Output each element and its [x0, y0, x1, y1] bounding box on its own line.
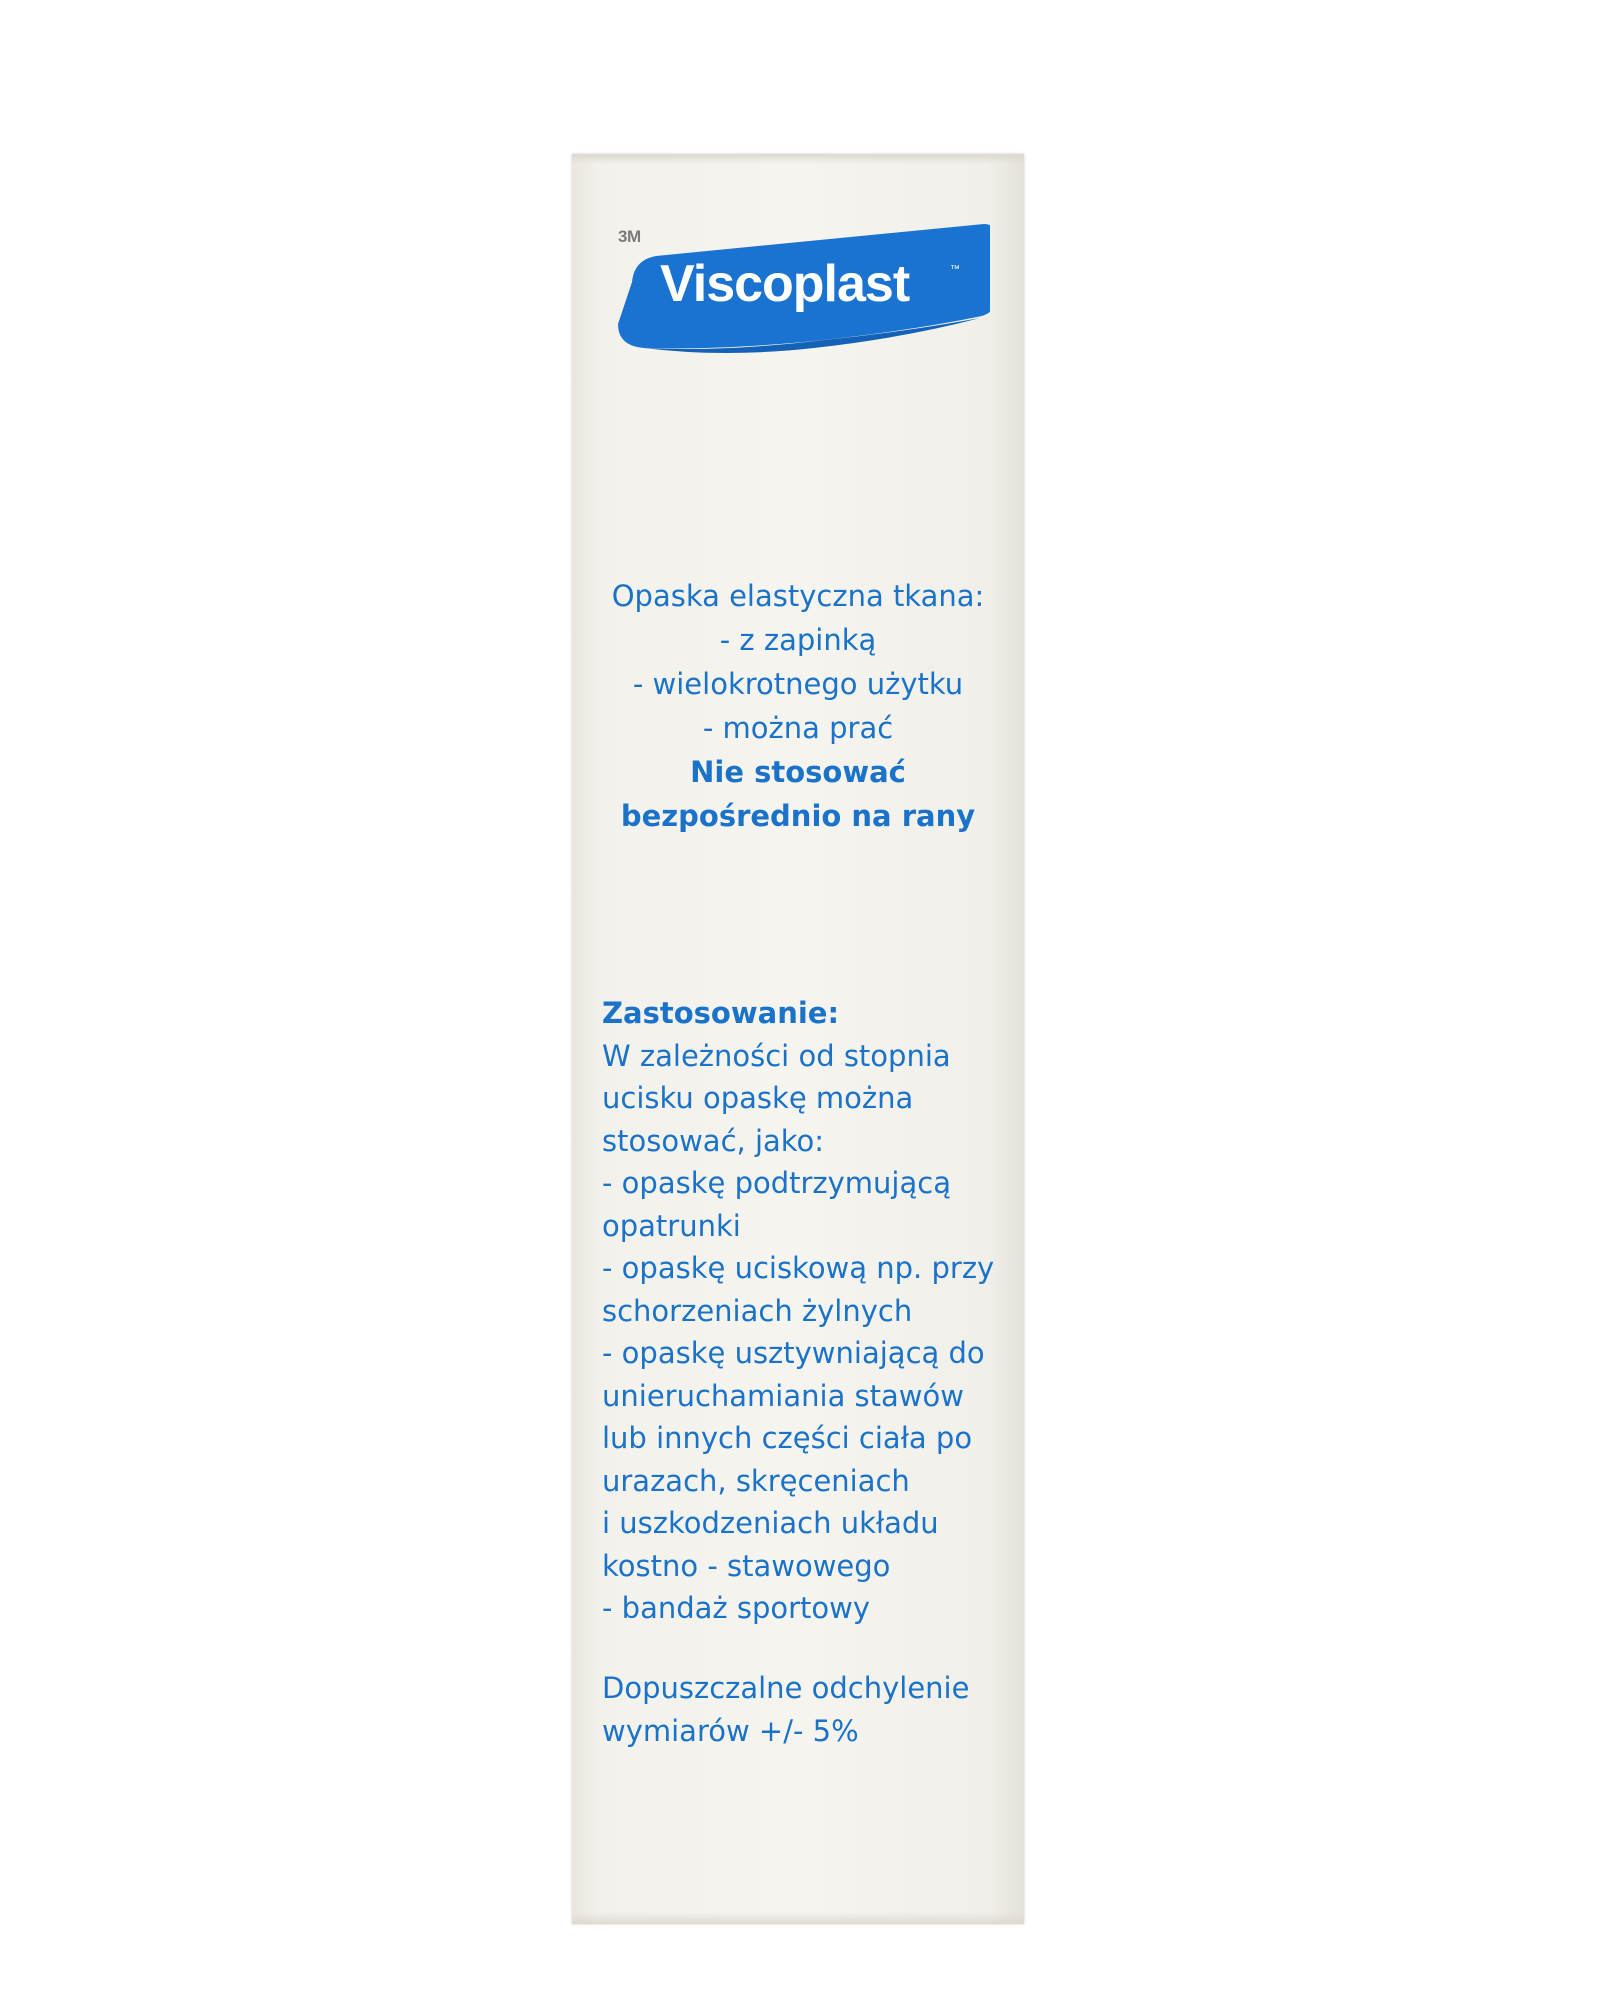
usage-line: opatrunki — [602, 1208, 741, 1243]
usage-line: - opaskę podtrzymującą — [602, 1166, 951, 1200]
usage-line: kostno - stawowego — [602, 1548, 891, 1583]
brand-name: Viscoplast — [660, 255, 910, 313]
usage-line: W zależności od stopnia — [602, 1038, 951, 1073]
usage-line: unieruchamiania stawów — [602, 1378, 964, 1413]
usage-line: urazach, skręceniach — [602, 1463, 910, 1498]
description-line: Opaska elastyczna tkana: — [611, 579, 985, 613]
maker-logo: 3M — [618, 227, 641, 246]
trademark-symbol: ™ — [950, 264, 960, 275]
usage-line: i uszkodzeniach układu — [602, 1506, 939, 1540]
usage-line: stosować, jako: — [602, 1123, 825, 1158]
description-line: - z zapinką — [719, 623, 877, 657]
product-description — [572, 574, 1024, 838]
usage-line: schorzeniach żylnych — [602, 1293, 913, 1328]
usage-section — [602, 992, 994, 1630]
warning-line: bezpośrednio na rany — [620, 799, 976, 833]
tolerance-note — [602, 1667, 969, 1752]
usage-line: - opaskę usztywniającą do — [602, 1336, 985, 1370]
viscoplast-logo — [604, 220, 990, 360]
usage-line: lub innych części ciała po — [602, 1421, 973, 1455]
tolerance-line: Dopuszczalne odchylenie — [602, 1671, 970, 1705]
warning-line: Nie stosować — [690, 755, 906, 789]
usage-line: - opaskę uciskową np. przy — [602, 1251, 995, 1285]
description-line: - wielokrotnego użytku — [632, 667, 964, 701]
usage-heading: Zastosowanie: — [602, 996, 840, 1030]
usage-line: - bandaż sportowy — [602, 1591, 871, 1625]
description-line: - można prać — [702, 711, 894, 745]
usage-line: ucisku opaskę można — [602, 1081, 914, 1115]
tolerance-line: wymiarów +/- 5% — [602, 1713, 859, 1748]
